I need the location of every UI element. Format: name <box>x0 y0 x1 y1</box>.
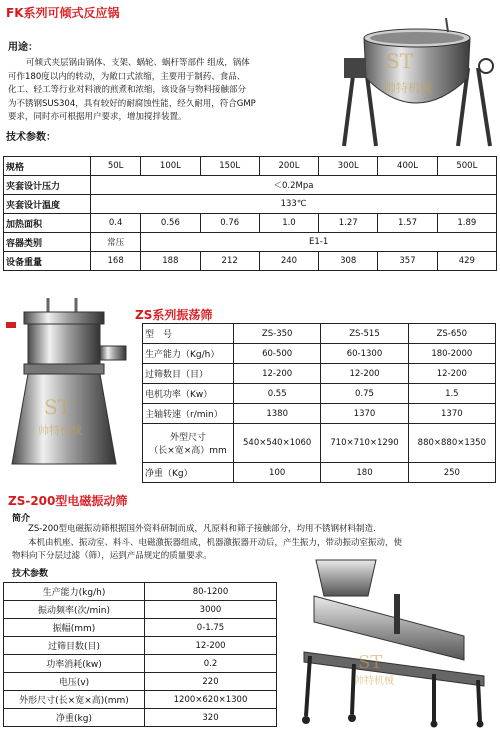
table-header-cell: 400L <box>378 157 437 176</box>
table-cell: 212 <box>200 252 259 271</box>
table-cell: 168 <box>91 252 141 271</box>
table-cell: 12-200 <box>145 637 277 655</box>
fk-desc-line: 可作180度以内的转动，为敞口式浓缩，主要用于制药、食品、 <box>8 71 246 82</box>
table-cell: 1.5 <box>408 384 495 404</box>
table-row <box>143 324 496 344</box>
table-cell: 60-1300 <box>321 344 408 364</box>
table-cell: 320 <box>145 709 277 727</box>
table-header-cell: ZS-350 <box>234 324 321 344</box>
table-cell: 100 <box>234 463 321 483</box>
table-row <box>4 214 497 233</box>
row-label: 电机功率（Kw） <box>143 384 234 404</box>
table-cell: 133℃ <box>91 195 497 214</box>
table-cell: 12-200 <box>234 364 321 384</box>
table-cell: 0-1.75 <box>145 619 277 637</box>
zs200-desc-line: ZS-200型电磁振动筛根据国外资料研制而成，凡原料和筛子接触部分，均用不锈钢材料制造. <box>28 524 376 534</box>
table-row <box>4 637 277 655</box>
row-label: 振幅(mm) <box>4 619 145 637</box>
table-cell: 1.89 <box>437 214 496 233</box>
table-cell: 880×880×1350 <box>408 424 495 463</box>
row-label <box>143 424 234 463</box>
fk-title: FK系列可倾式反应锅 <box>6 6 120 20</box>
table-row <box>4 195 497 214</box>
kettle-watermark: 帅特机械 <box>384 81 433 95</box>
table-cell: 1.0 <box>259 214 318 233</box>
table-row <box>143 424 496 463</box>
table-row <box>4 691 277 709</box>
fk-desc-line: 为不锈钢SUS304，具有较好的耐腐蚀性能，经久耐用，符合GMP <box>8 98 256 109</box>
svg-text:ST: ST <box>358 652 383 673</box>
table-header-cell: ZS-650 <box>408 324 495 344</box>
table-cell: 12-200 <box>321 364 408 384</box>
table-cell: 308 <box>319 252 378 271</box>
table-row <box>143 364 496 384</box>
row-label: 振动频率(次/min) <box>4 601 145 619</box>
table-row <box>4 601 277 619</box>
row-label: 功率消耗(kw) <box>4 655 145 673</box>
zs200-params-label: 技术参数 <box>12 569 49 579</box>
row-label: 生产能力（Kg/h） <box>143 344 234 364</box>
table-cell: 80-1200 <box>145 583 277 601</box>
table-cell: 250 <box>408 463 495 483</box>
table-cell: 1200×620×1300 <box>145 691 277 709</box>
table-cell: 1370 <box>321 404 408 424</box>
zs200-title: ZS-200型电磁振动筛 <box>8 494 128 508</box>
zs200-desc-line: 物料向下分层过滤（筛），运到产品规定的质量要求。 <box>12 551 212 561</box>
row-label-line: （长×宽×高）mm <box>149 446 227 456</box>
row-label: 夹套设计压力 <box>4 176 91 195</box>
table-row <box>4 673 277 691</box>
electromagnetic-screen-photo <box>284 556 496 728</box>
table-header-cell: 规格 <box>4 157 91 176</box>
fk-desc-line: 要求，同时亦可根据用户要求，增加搅拌装置。 <box>8 112 187 122</box>
row-label: 容器类别 <box>4 233 91 252</box>
zs200-intro-label: 简介 <box>12 514 31 524</box>
table-cell: 0.75 <box>321 384 408 404</box>
table-row <box>143 384 496 404</box>
table-cell: 180 <box>321 463 408 483</box>
table-row <box>4 252 497 271</box>
zs200-desc-line: 本机由机座、振动室、料斗、电磁激振器组成，机器激振器开动后，产生振力，带动振动室振动，使 <box>28 537 403 548</box>
row-label: 夹套设计温度 <box>4 195 91 214</box>
table-row <box>4 583 277 601</box>
table-row <box>143 404 496 424</box>
table-cell: 710×710×1290 <box>321 424 408 463</box>
table-row <box>4 709 277 727</box>
table-cell: 540×540×1060 <box>234 424 321 463</box>
table-header-cell: 型 号 <box>143 324 234 344</box>
table-cell: 188 <box>141 252 200 271</box>
fk-description <box>8 57 338 125</box>
table-cell: E1-1 <box>141 233 497 252</box>
row-label: 生产能力(kg/h) <box>4 583 145 601</box>
table-row <box>4 655 277 673</box>
fk-usage-label: 用途： <box>8 42 38 53</box>
table-cell: 0.76 <box>200 214 259 233</box>
zs-spec-table <box>142 323 496 483</box>
screen-watermark: 帅特机械 <box>38 424 82 437</box>
row-label: 过筛目数(目) <box>4 637 145 655</box>
machine-watermark: 帅特机械 <box>354 676 394 687</box>
table-header-cell: 150L <box>200 157 259 176</box>
table-cell: 180-2000 <box>408 344 495 364</box>
table-header-cell: ZS-515 <box>321 324 408 344</box>
table-header-cell: 300L <box>319 157 378 176</box>
table-cell: 1.27 <box>319 214 378 233</box>
table-cell: 1380 <box>234 404 321 424</box>
kettle-photo <box>336 8 496 150</box>
table-cell: 0.4 <box>91 214 141 233</box>
table-cell: 429 <box>437 252 496 271</box>
fk-desc-line: 可倾式夹层锅由锅体、支架、蜗轮、蜗杆等部件 组成，锅体 <box>26 58 250 68</box>
table-cell: 0.56 <box>141 214 200 233</box>
row-label: 外形尺寸(长×宽×高)(mm) <box>4 691 145 709</box>
table-cell: 0.55 <box>234 384 321 404</box>
table-header-cell: 200L <box>259 157 318 176</box>
svg-text:ST: ST <box>44 395 72 419</box>
table-row <box>143 463 496 483</box>
zs-title: ZS系列振荡筛 <box>135 308 213 322</box>
row-label: 加热面积 <box>4 214 91 233</box>
row-label: 净重(kg) <box>4 709 145 727</box>
table-cell: ＜0.2Mpa <box>91 176 497 195</box>
fk-params-label: 技术参数： <box>6 132 56 143</box>
table-row <box>143 344 496 364</box>
row-label: 电压(v) <box>4 673 145 691</box>
row-label: 主轴转速（r/min） <box>143 404 234 424</box>
table-cell: 常压 <box>91 233 141 252</box>
table-header-cell: 500L <box>437 157 496 176</box>
table-cell: 60-500 <box>234 344 321 364</box>
table-row <box>4 233 497 252</box>
row-label: 设备重量 <box>4 252 91 271</box>
row-label-line: 外型尺寸 <box>169 433 206 443</box>
table-cell: 357 <box>378 252 437 271</box>
table-header-cell: 100L <box>141 157 200 176</box>
table-cell: 1.57 <box>378 214 437 233</box>
row-label: 净重（Kg） <box>143 463 234 483</box>
row-label: 过筛数目（目） <box>143 364 234 384</box>
table-cell: 240 <box>259 252 318 271</box>
table-row <box>4 619 277 637</box>
table-header-cell: 50L <box>91 157 141 176</box>
zs200-spec-table <box>3 582 277 727</box>
table-cell: 220 <box>145 673 277 691</box>
table-cell: 1370 <box>408 404 495 424</box>
fk-desc-line: 化工、轻工等行业对料液的煎煮和浓缩，该设备与物料接触部分 <box>8 85 247 95</box>
table-row <box>4 157 497 176</box>
table-cell: 0.2 <box>145 655 277 673</box>
table-cell: 3000 <box>145 601 277 619</box>
vibrating-screen-photo <box>6 294 134 474</box>
table-row <box>4 176 497 195</box>
svg-text:ST: ST <box>386 49 414 73</box>
table-cell: 12-200 <box>408 364 495 384</box>
fk-spec-table <box>3 156 497 271</box>
